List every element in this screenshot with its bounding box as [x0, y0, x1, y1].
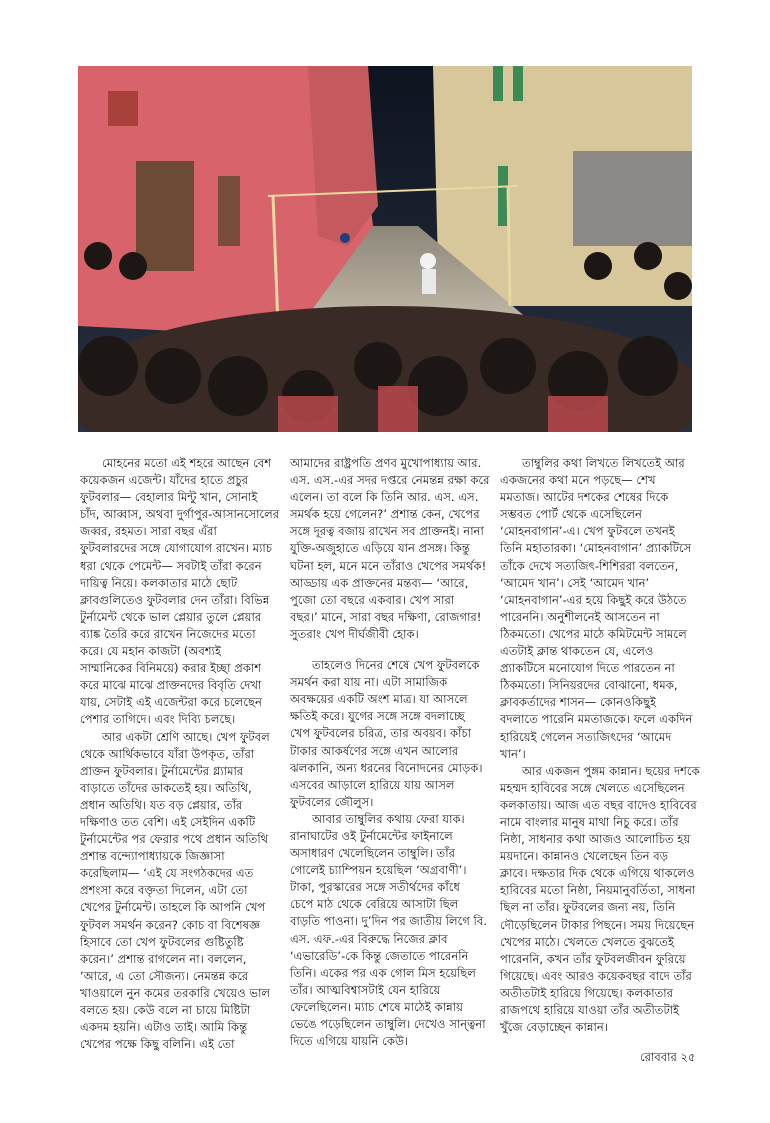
text-line: অতীতটাই হারিয়ে গিয়েছে। কলকাতার: [500, 985, 674, 1000]
text-line: আর একটা শ্রেণি আছে। খেপ ফুটবল: [102, 729, 270, 744]
text-line: ছিল না তাঁর। ফুটবলের জন্য নয়, তিনি: [500, 900, 676, 915]
text-line: এলেন। তা বলে কি তিনি আর. এস. এস.: [290, 490, 479, 505]
text-line: নামে বাংলার মানুষ মাথা নিচু করে। তাঁর: [500, 814, 679, 829]
text-line: বলতে হয়। কেউ বলে না চায়ে মিষ্টিটা: [80, 1003, 251, 1017]
text-line: চেপে মাঠ থেকে বেরিয়ে আসাটা ছিল: [290, 897, 459, 912]
text-line: প্রশান্ত বন্দ্যোপাধ্যায়কে জিজ্ঞাসা: [80, 849, 225, 864]
text-line: প্রধান অতিথি। যত বড় প্লেয়ার, তাঁর: [80, 797, 243, 812]
text-line: চাঁদ, আব্বাস, অথবা দুর্গাপুর-আসানসোলের: [80, 507, 280, 522]
text-line: বাড়তি পাওনা। দু’দিন পর জাতীয় লিগে বি.: [290, 914, 488, 929]
text-line: টাকা, পুরস্কারের সঙ্গে সতীর্থদের কাঁধে: [290, 880, 460, 895]
text-line: সমর্থক হয়ে গেলেন?’ প্রশান্ত কেন, খেপের: [290, 507, 480, 522]
text-line: টাকার আকর্ষণের সঙ্গে এখন আলোর: [290, 743, 459, 758]
text-line: পুজো তো বছরে একবার। খেপ সারা: [290, 592, 455, 607]
text-line: ঘটনা হল, মনে মনে তাঁরাও খেপের সমর্থক!: [290, 558, 487, 573]
text-line: ‘আমেদ খান’। সেই ‘আমেদ খান’: [500, 575, 650, 590]
text-line: প্রাক্তন ফুটবলার। টুর্নামেন্টের গ্ল্যামার: [80, 763, 244, 778]
text-line: করেন।’ প্রশান্ত রাগলেন না। বললেন,: [80, 951, 247, 966]
text-line: এস. এস.-এর সদর দপ্তরে নেমন্তন্ন রক্ষা করে: [290, 473, 490, 488]
text-line: সাম্মানিকের বিনিময়ে) করার ইচ্ছা প্রকাশ: [80, 661, 262, 676]
article-column-1: [80, 455, 292, 1053]
text-line: একদম হয়নি। এটাও তাই। আমি কিন্তু: [80, 1020, 248, 1035]
text-line: ফুটবল সমর্থন করেন? কোচ বা বিশেষজ্ঞ: [80, 917, 261, 932]
text-line: কলকাতায়। আজ এত বছর বাদেও হাবিবের: [500, 797, 697, 812]
text-line: বদলাতে পারেনি মমতাজকে। ফলে একদিন: [500, 712, 693, 727]
text-line: তাঁর। আত্মবিশ্বাসটাই যেন হারিয়ে: [290, 982, 441, 997]
text-line: করে। যে মহান কাজটা (অবশ্যই: [80, 644, 222, 659]
text-line: সমর্থন করা যায় না। এটা সামাজিক: [290, 675, 448, 690]
text-line: পারেননি, কখন তাঁর ফুটবলজীবন ফুরিয়ে: [500, 951, 686, 966]
text-line: প্র্যাকটিসে মনোযোগ দিতে পারতেন না: [500, 661, 675, 676]
text-line: হাবিবের মতো নিষ্ঠা, নিয়মানুবর্তিতা, সাধনা: [500, 883, 696, 898]
text-line: অসাধারণ খেলেছিলেন তাম্বুলি। তাঁর: [290, 846, 455, 861]
text-line: কয়েকজন এজেন্ট। যাঁদের হাতে প্রচুর: [80, 473, 249, 488]
text-line: ভেঙে পড়েছিলেন তাম্বুলি। দেখেও সান্ত্বনা: [290, 1017, 486, 1031]
text-line: ক্লাবে। দক্ষতার দিক থেকে এগিয়ে থাকলেও: [500, 866, 695, 881]
article-paragraph: [80, 729, 292, 1054]
text-line: একজনের কথা মনে পড়ছে— শেখ: [500, 473, 656, 488]
text-line: ব্যাঙ্ক তৈরি করে রাখেন নিজেদের মতো: [80, 626, 256, 641]
text-line: মহম্মদ হাবিবের সঙ্গে খেলতে এসেছিলেন: [500, 780, 685, 795]
text-line: খাওয়ালে নুন কমের তরকারি খেয়েও ভাল: [80, 985, 271, 1000]
text-line: ধরা থেকে পেমেন্ট— সবটাই তাঁরা করেন: [80, 558, 262, 573]
text-line: তাঁকে দেখে সত্যজিৎ-শিশিররা বলতেন,: [500, 558, 679, 573]
text-line: অবক্ষয়ের একটি অংশ মাত্র। যা আসলে: [290, 692, 468, 707]
text-line: টুর্নামেন্ট থেকে ভাল প্লেয়ার তুলে প্লেয়ার: [80, 609, 262, 624]
text-line: যুক্তি-অজুহাতে এড়িয়ে যান প্রসঙ্গ। কিন্তু: [290, 541, 470, 556]
article-column-3: [500, 455, 700, 1036]
text-line: খেপের মাঠে। খেলতে খেলতে বুঝতেই: [500, 934, 675, 949]
article-paragraph: [500, 455, 700, 763]
article-column-2: [290, 455, 500, 1050]
text-line: ‘এভারেডি’-কে কিন্তু জেতাতে পারেননি: [290, 948, 469, 963]
text-line: যায়, সেটাই এই এজেন্টরা করে চলেছেন: [80, 695, 262, 710]
text-line: আড্ডায় এক প্রাক্তনের মন্তব্য— ‘আরে,: [290, 575, 469, 590]
text-line: টুর্নামেন্টের পর ফেরার পথে প্রধান অতিথি: [80, 832, 269, 847]
street-football-photo: [78, 66, 692, 432]
text-line: আর একজন পুঙ্গম কান্নান। ছয়ের দশকে: [522, 763, 700, 778]
text-line: আমাদের রাষ্ট্রপতি প্রণব মুখোপাধ্যায় আর.: [290, 456, 482, 470]
text-line: রানাঘাটের ওই টুর্নামেন্টের ফাইনালে: [290, 828, 453, 843]
text-line: খেপ ফুটবলের চরিত্র, তার অবয়ব। কাঁচা: [290, 726, 472, 741]
text-line: তাহলেও দিনের শেষে খেপ ফুটবলকে: [312, 658, 480, 673]
page-footer: [640, 1049, 695, 1068]
text-line: ময়দানে। কান্নানও খেলেছেন তিন বড়: [500, 849, 668, 864]
text-line: ক্ষতিই করে। যুগের সঙ্গে সঙ্গে বদলাচ্ছে: [290, 709, 465, 724]
text-line: গোলেই চ্যাম্পিয়ন হয়েছিল ‘অগ্রবাণী’।: [290, 863, 467, 878]
text-line: খুঁজে বেড়াচ্ছেন কান্নান।: [500, 1020, 608, 1035]
text-line: তিনি মহাতারকা। ‘মোহনবাগান’ প্র্যাকটিসে: [500, 541, 692, 556]
text-line: দৌড়েছিলেন টাকার পিছনে। সময় দিয়েছেন: [500, 917, 695, 932]
text-line: পেশার তাগিদে। এবং দিব্যি চলছে।: [80, 712, 236, 727]
text-line: করেছিলাম— ‘এই যে সংগঠকদের এত: [80, 866, 254, 881]
text-line: বছর।’ মানে, সারা বছর দক্ষিণা, রোজগার!: [290, 609, 482, 624]
text-line: এস. এফ.-এর বিরুদ্ধে নিজের ক্লাব: [290, 931, 448, 946]
text-line: ‘আরে, এ তো সৌজন্য। নেমন্তন্ন করে: [80, 968, 249, 983]
text-line: ঠিকমতো। খেপের মাঠে কমিটমেন্ট সামলে: [500, 626, 687, 641]
article-paragraph: [290, 657, 500, 811]
text-line: খেপের টুর্নামেন্ট। তাহলে কি আপনি খেপ: [80, 900, 266, 915]
text-line: পারেননি। অনুশীলনেই আসতেন না: [500, 609, 660, 624]
text-line: ফেলেছিলেন। ম্যাচ শেষে মাঠেই কান্নায়: [290, 999, 463, 1014]
text-line: তাম্বুলির কথা লিখতে লিখতেই আর: [522, 456, 685, 470]
text-line: খেপের পক্ষে কিছু বলিনি। এই তো: [80, 1037, 235, 1052]
article-paragraph: [80, 455, 292, 729]
text-line: হারিয়েই গেলেন সত্যজিৎদের ‘আমেদ: [500, 729, 672, 744]
text-line: গিয়েছে। এবং আরও কয়েকবছর বাদে তাঁর: [500, 968, 692, 983]
text-line: জব্বর, রহমত। সারা বছর এঁরা: [80, 524, 217, 539]
article-paragraph: [290, 811, 500, 1050]
text-line: ফুটবলের জৌলুস।: [290, 794, 374, 809]
text-line: আবার তাম্বুলির কথায় ফেরা যাক।: [312, 811, 465, 826]
text-line: দিতে এগিয়ে যায়নি কেউ।: [290, 1034, 409, 1049]
text-line: বাড়াতে তাঁদের ডাকতেই হয়। অতিথি,: [80, 780, 252, 795]
text-line: মমতাজ। আটের দশকের শেষের দিকে: [500, 490, 669, 505]
text-line: হিসাবে তো খেপ ফুটবলের গুষ্টিতুষ্টি: [80, 934, 244, 949]
magazine-name: রোববার: [640, 1050, 677, 1064]
text-line: ঝলকানি, অন্য ধরনের বিনোদনের মোড়ক।: [290, 760, 483, 775]
text-line: ফুটবলার— বেহালার মিন্টু খান, সোনাই: [80, 490, 258, 505]
text-line: সম্ভবত পোর্ট থেকে এসেছিলেন: [500, 507, 642, 522]
text-line: ঠিকমতো। সিনিয়রদের বোঝানো, ধমক,: [500, 678, 678, 693]
text-line: দায়িত্ব নিয়ে। কলকাতার মাঠে ছোট: [80, 575, 238, 590]
text-line: মোহনের মতো এই শহরে আছেন বেশ: [102, 456, 272, 470]
text-line: দক্ষিণাও তত বেশি। এই সেইদিন একটি: [80, 814, 256, 829]
text-line: এসবের আড়ালে হারিয়ে যায় আসল: [290, 777, 455, 792]
text-line: ‘মোহনবাগান’-এর হয়ে কিছুই করে উঠতে: [500, 592, 687, 607]
text-line: ‘মোহনবাগান’-এ। খেপ ফুটবলে তখনই: [500, 524, 675, 539]
text-line: নিষ্ঠা, সাধনার কথা আজও আলোচিত হয়: [500, 832, 691, 847]
page-number: ২৫: [680, 1050, 696, 1064]
photo-illustration: [78, 66, 692, 432]
text-line: এতটাই ক্লান্ত থাকতেন যে, এলেও: [500, 644, 654, 659]
text-line: তিনি। একের পর এক গোল মিস হয়েছিল: [290, 965, 476, 980]
text-line: ক্লাবগুলিতেও ফুটবলার দেন তাঁরা। বিভিন্ন: [80, 592, 270, 607]
text-line: সুতরাং খেপ দীর্ঘজীবী হোক।: [290, 626, 419, 641]
article-paragraph: [290, 455, 500, 643]
text-line: ক্লাবকর্তাদের শাসন— কোনওকিছুই: [500, 695, 657, 710]
text-line: রাজপথে হারিয়ে যাওয়া তাঁর অতীতটাই: [500, 1003, 680, 1017]
text-line: প্রশংসা করে বক্তৃতা দিলেন, এটা তো: [80, 883, 248, 898]
text-line: খান’।: [500, 746, 526, 761]
text-line: করে মাঝে মাঝে প্রাক্তনদের বিবৃতি দেখা: [80, 678, 262, 693]
text-line: সঙ্গে দূরত্ব বজায় রাখেন সব প্রাক্তনই। নানা: [290, 524, 484, 539]
text-line: থেকে আর্থিকভাবে যাঁরা উপকৃত, তাঁরা: [80, 746, 255, 761]
article-paragraph: [500, 763, 700, 1037]
text-line: ফুটবলারদের সঙ্গে যোগাযোগ রাখেন। ম্যাচ: [80, 541, 272, 556]
